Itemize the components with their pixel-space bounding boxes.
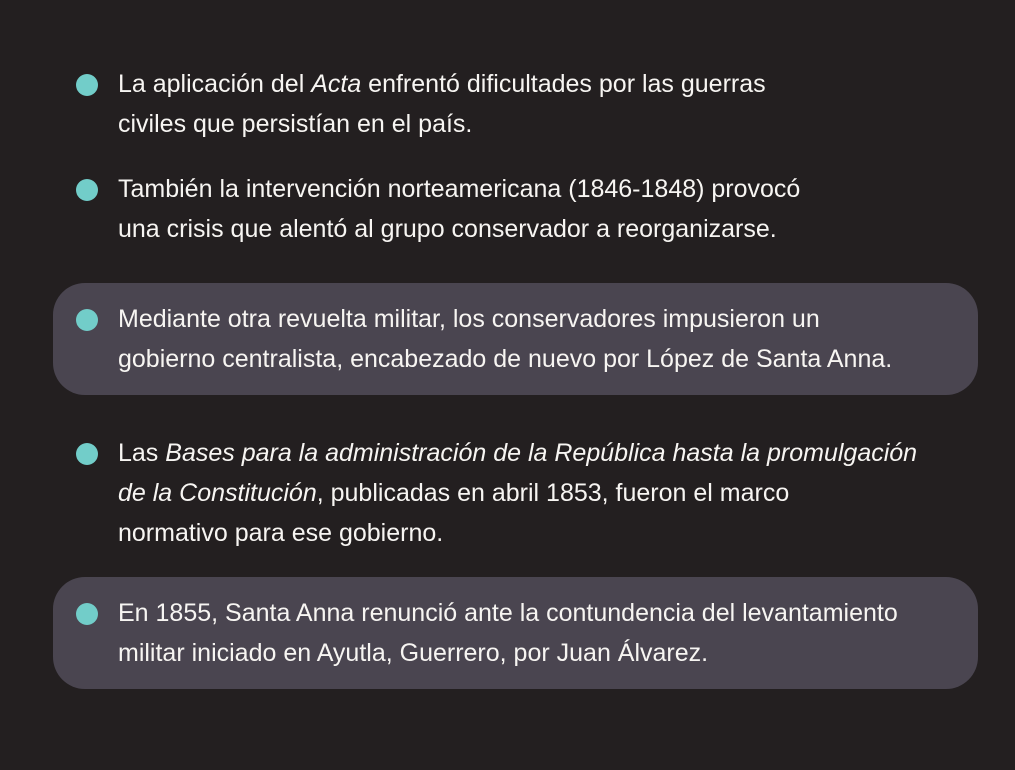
text-line [118, 299, 892, 339]
bullet-text [118, 64, 766, 144]
bullet-dot-icon [76, 74, 98, 96]
text-segment: militar iniciado en Ayutla, Guerrero, por Juan Álvarez. [118, 639, 709, 667]
bullet-text [118, 593, 898, 673]
text-line [118, 473, 917, 513]
text-segment: enfrentó dificultades por las guerras [361, 70, 766, 98]
bullet-dot-icon [76, 443, 98, 465]
text-line [118, 433, 917, 473]
bullet-text [118, 433, 917, 553]
bullet-item-highlighted [53, 577, 978, 689]
bullet-item [76, 433, 985, 553]
text-line [118, 513, 917, 553]
bullet-item [76, 169, 985, 249]
text-segment-italic: Acta [311, 70, 362, 98]
text-segment-italic: Bases para la administración de la República hasta la promulgación [165, 439, 918, 467]
text-line [118, 104, 766, 144]
text-line [118, 209, 800, 249]
text-segment: La aplicación del [118, 70, 312, 98]
text-segment: En 1855, Santa Anna renunció ante la contundencia del levantamiento [118, 599, 898, 627]
bullet-dot-icon [76, 179, 98, 201]
bullet-text [118, 299, 892, 379]
text-segment: normativo para ese gobierno. [118, 519, 444, 547]
text-line [118, 593, 898, 633]
text-line [118, 633, 898, 673]
text-segment: También la intervención norteamericana (1846-1848) provocó [118, 175, 801, 203]
bullet-dot-icon [76, 309, 98, 331]
text-line [118, 64, 766, 104]
bullet-item [76, 64, 985, 144]
text-segment: , publicadas en abril 1853, fueron el marco [316, 479, 790, 507]
text-segment: una crisis que alentó al grupo conservador a reorganizarse. [118, 215, 777, 243]
text-segment: Las [118, 439, 166, 467]
bullet-dot-icon [76, 603, 98, 625]
text-segment-italic: de la Constitución [118, 479, 317, 507]
text-line [118, 169, 800, 209]
bullet-text [118, 169, 800, 249]
text-segment: gobierno centralista, encabezado de nuevo por López de Santa Anna. [118, 345, 893, 373]
bullet-item-highlighted [53, 283, 978, 395]
text-line [118, 339, 892, 379]
text-segment: civiles que persistían en el país. [118, 110, 473, 138]
text-segment: Mediante otra revuelta militar, los conservadores impusieron un [118, 305, 820, 333]
